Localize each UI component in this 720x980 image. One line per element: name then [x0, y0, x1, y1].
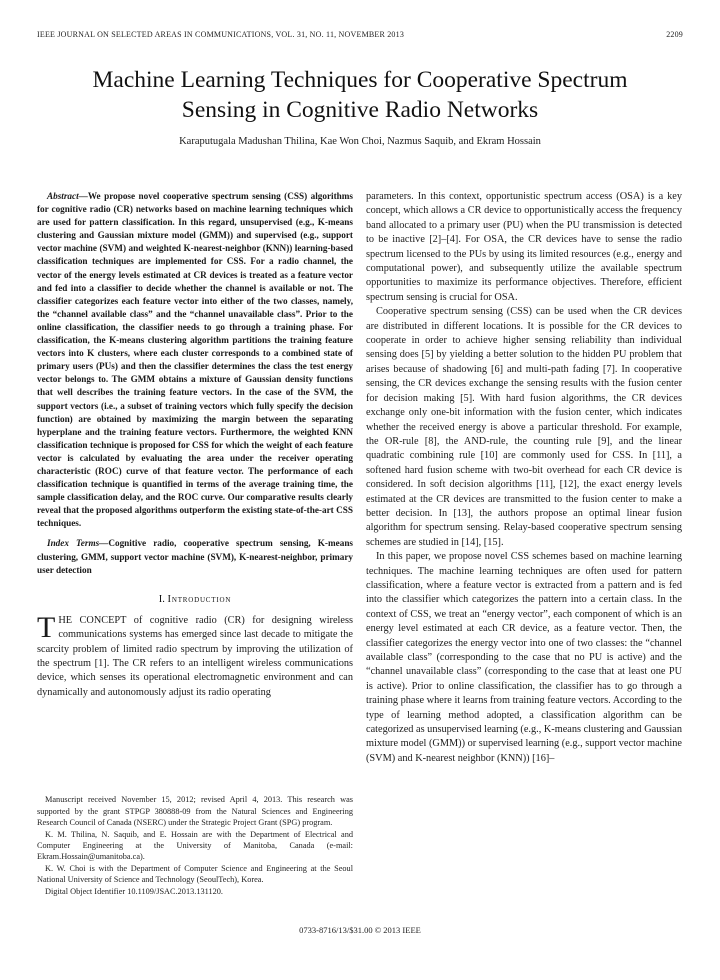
intro-paragraph-text: of cognitive radio (CR) for designing wireless communications systems has emerged since last decade to mitigate the scarcity problem of limited radio spectrum by improving the utilization of the spectrum [1]. The CR refers to an intelligent wireless communications device, which senses its operational electromagnetic environment and can dynamically and autonomously adjust its radio operating: [37, 614, 353, 698]
running-header: [37, 30, 683, 39]
copyright-footer: [37, 925, 683, 935]
footnote-doi: Digital Object Identifier 10.1109/JSAC.2013.131120.: [45, 886, 223, 896]
index-terms-label: Index Terms—: [47, 538, 109, 549]
abstract: [37, 190, 353, 530]
abstract-text: We propose novel cooperative spectrum sensing (CSS) algorithms for cognitive radio (CR) networks based on machine learning techniques which are used for pattern classification. In this regard, unsupervised (e.g., K-means clustering and Gaussian mixture model (GMM)) and supervised (e.g., support vector machine (SVM) and weighted K-nearest-neighbor (KNN)) learning-based classification techniques are implemented for CSS. For a radio channel, the vector of the energy levels estimated at CR devices is treated as a feature vector and fed into a classifier to decide whether the channel is available or not. The classifier categorizes each feature vector into either of the two classes, namely, the “channel available class” and the “channel unavailable class”. Prior to the online classification, the classifier needs to go through a training phase. For classification, the K-means clustering algorithm partitions the training feature vectors into K clusters, where each cluster corresponds to a combined state of primary users (PUs) and then the classifier determines the class the test energy vector belongs to. The GMM obtains a mixture of Gaussian density functions that well describes the training feature vectors. In the case of the SVM, the support vectors (i.e., a subset of training vectors which fully specify the decision function) are obtained by maximizing the margin between the separating hyperplane and the training feature vectors. Furthermore, the weighted KNN classification technique is proposed for CSS for which the weight of each feature vector is calculated by evaluating the area under the receiver operating characteristic (ROC) curve of that feature vector. The performance of each classification technique is quantified in terms of the average training time, the sample classification delay, and the ROC curve. Our comparative results clearly reveal that the proposed algorithms outperform the existing state-of-the-art CSS techniques.: [37, 191, 353, 529]
footnote-affiliation-manitoba: K. M. Thilina, N. Saquib, and E. Hossain are with the Department of Electrical and Computer Engineering at the University of Manitoba, Canada (e-mail: Ekram.Hossain@umanitoba.ca).: [37, 829, 353, 862]
section-heading-introduction: [37, 594, 353, 605]
paragraph-this-paper: In this paper, we propose novel CSS schemes based on machine learning techniques. The machine learning techniques are often used for pattern classification, where a feature vector is extracted from a pattern and is fed into the classifier which categorizes the pattern into a certain class. In the context of CSS, we treat an “energy vector”, each component of which is an energy level estimated at each CR device, as a feature vector. Then, the classifier categorizes the energy vector into one of two classes: the “channel available class” (corresponding to the case that no PU is active) and the “channel unavailable class” (corresponding to the case that at least one PU is active). Prior to online classification, the classifier has to go through a training phase where it learns from training feature vectors. According to the type of learning method adopted, a classification algorithm can be categorized as unsupervised learning (e.g., K-means clustering and Gaussian mixture model (GMM)) or supervised learning (e.g., support vector machine (SVM) and K-nearest neighbor (KNN)) [16]–: [366, 551, 682, 764]
intro-lead-caps: HE CONCEPT: [58, 614, 127, 626]
paper-title: Machine Learning Techniques for Cooperative Spectrum Sensing in Cognitive Radio Networks: [92, 67, 628, 123]
footnote-block: [37, 794, 353, 917]
section-number: I.: [158, 593, 165, 605]
footnote-affiliation-seoultech: K. W. Choi is with the Department of Computer Science and Engineering at the Seoul National University of Science and Technology (SeoulTech), Korea.: [37, 863, 353, 885]
authors-line: Karaputugala Madushan Thilina, Kae Won Choi, Nazmus Saquib, and Ekram Hossain: [179, 136, 541, 147]
journal-name: IEEE JOURNAL ON SELECTED AREAS IN COMMUNICATIONS, VOL. 31, NO. 11, NOVEMBER 2013: [37, 30, 405, 39]
paragraph-css: Cooperative spectrum sensing (CSS) can be used when the CR devices are distributed in different locations. It is possible for the CR devices to cooperate in order to achieve higher sensing reliability than individual sensing does [5] by yielding a better solution to the hidden PU problem that arises because of shadowing [6] and multi-path fading [7]. In cooperative sensing, the CR devices exchange the sensing results with the fusion center for decision making [5]. With hard fusion algorithms, the CR devices exchange only one-bit information with the fusion center, which indicates whether the received energy is above a particular threshold. For example, the OR-rule [8], the AND-rule, the counting rule [9], and the linear quadratic combining rule [10] are commonly used for CSS. In [11], a softened hard fusion scheme with two-bit overhead for each CR device is considered. In soft decision algorithms [11], [12], the exact energy levels estimated at the CR devices are transmitted to the fusion center to make a better decision. In [13], the authors propose an optimal linear fusion algorithm for spectrum sensing. Relay-based cooperative spectrum sensing schemes are studied in [14], [15].: [366, 306, 682, 548]
copyright-text: 0733-8716/13/$31.00 © 2013 IEEE: [299, 925, 421, 935]
page-number: 2209: [666, 30, 683, 39]
abstract-label: Abstract—: [47, 191, 88, 201]
footnote-manuscript: Manuscript received November 15, 2012; revised April 4, 2013. This research was supported by the grant STPGP 380888-09 from the Natural Sciences and Engineering Research Council of Canada (NSERC) under the Strategic Project Grant (SPG) program.: [37, 795, 353, 828]
intro-paragraph: [37, 610, 353, 700]
index-terms: [37, 537, 353, 576]
two-column-body: [37, 190, 683, 917]
right-column: [366, 190, 682, 917]
dropcap-letter: T: [37, 610, 56, 644]
section-title: Introduction: [167, 593, 232, 605]
index-terms-text: Cognitive radio, cooperative spectrum sensing, K-means clustering, GMM, support vector machine (SVM), K-nearest-neighbor, primary user detection: [37, 538, 353, 575]
paragraph-osa: parameters. In this context, opportunistic spectrum access (OSA) is a key concept, which allows a CR device to opportunistically access the frequency band allocated to a primary user (PU) when the PU transmission is detected to be inactive [2]–[4]. For OSA, the CR devices have to sense the radio spectrum licensed to the PUs by using its limited resources (e.g., energy and computational power), and subsequently utilize the available spectrum opportunities to maximize its performance objectives. Therefore, efficient spectrum sensing is crucial for OSA.: [366, 191, 682, 303]
left-column: [37, 190, 353, 917]
